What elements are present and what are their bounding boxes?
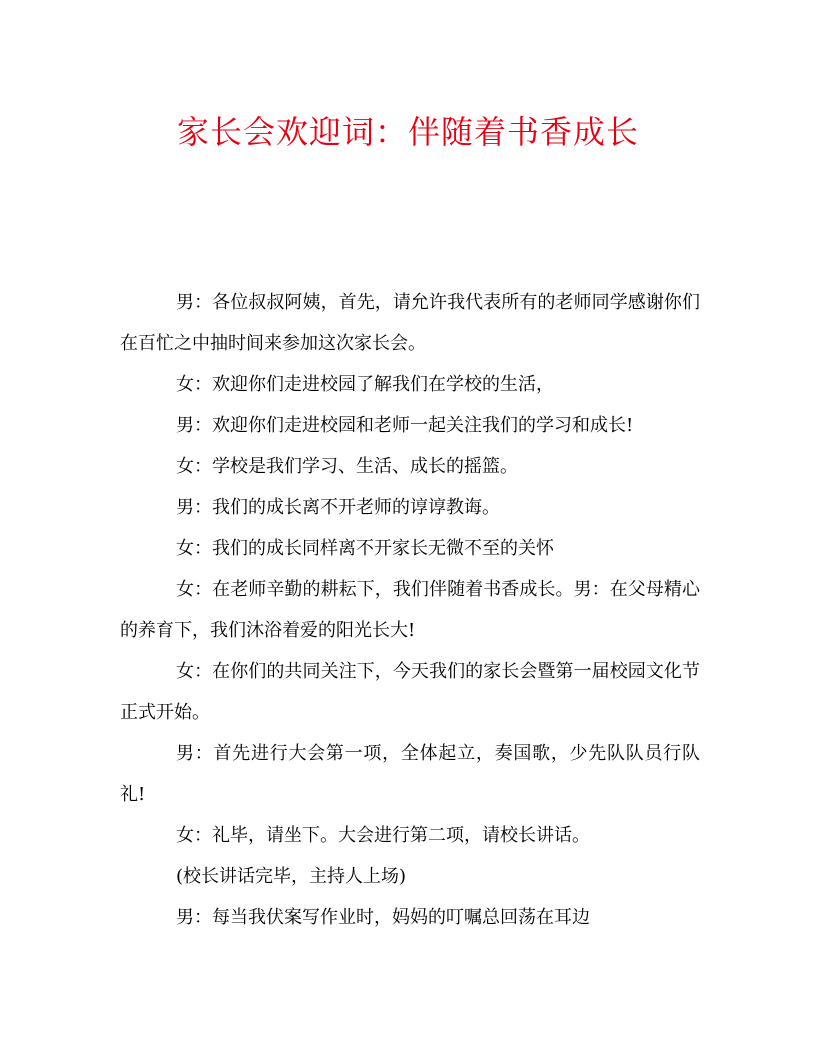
paragraph: 女：在老师辛勤的耕耘下，我们伴随着书香成长。男：在父母精心的养育下，我们沐浴着爱的阳光长大! bbox=[120, 579, 700, 641]
paragraph: 男：各位叔叔阿姨，首先，请允许我代表所有的老师同学感谢你们在百忙之中抽时间来参加这次家长会。 bbox=[120, 292, 700, 354]
paragraph: 男：每当我伏案写作业时，妈妈的叮嘱总回荡在耳边 bbox=[176, 907, 590, 928]
document-body bbox=[120, 282, 700, 938]
paragraph: 男：欢迎你们走进校园和老师一起关注我们的学习和成长! bbox=[176, 415, 634, 436]
paragraph: 女：我们的成长同样离不开家长无微不至的关怀 bbox=[176, 538, 554, 559]
paragraph: 女：在你们的共同关注下，今天我们的家长会暨第一届校园文化节正式开始。 bbox=[120, 661, 700, 723]
document-title: 家长会欢迎词：伴随着书香成长 bbox=[176, 113, 639, 151]
paragraph: 女：礼毕，请坐下。大会进行第二项，请校长讲话。 bbox=[176, 825, 590, 846]
paragraph: 男：首先进行大会第一项，全体起立，奏国歌，少先队队员行队礼! bbox=[120, 743, 700, 805]
paragraph: (校长讲话完毕，主持人上场) bbox=[176, 866, 407, 887]
paragraph: 女：欢迎你们走进校园了解我们在学校的生活， bbox=[176, 374, 554, 395]
paragraph: 女：学校是我们学习、生活、成长的摇篮。 bbox=[176, 456, 518, 477]
paragraph: 男：我们的成长离不开老师的谆谆教诲。 bbox=[176, 497, 500, 518]
